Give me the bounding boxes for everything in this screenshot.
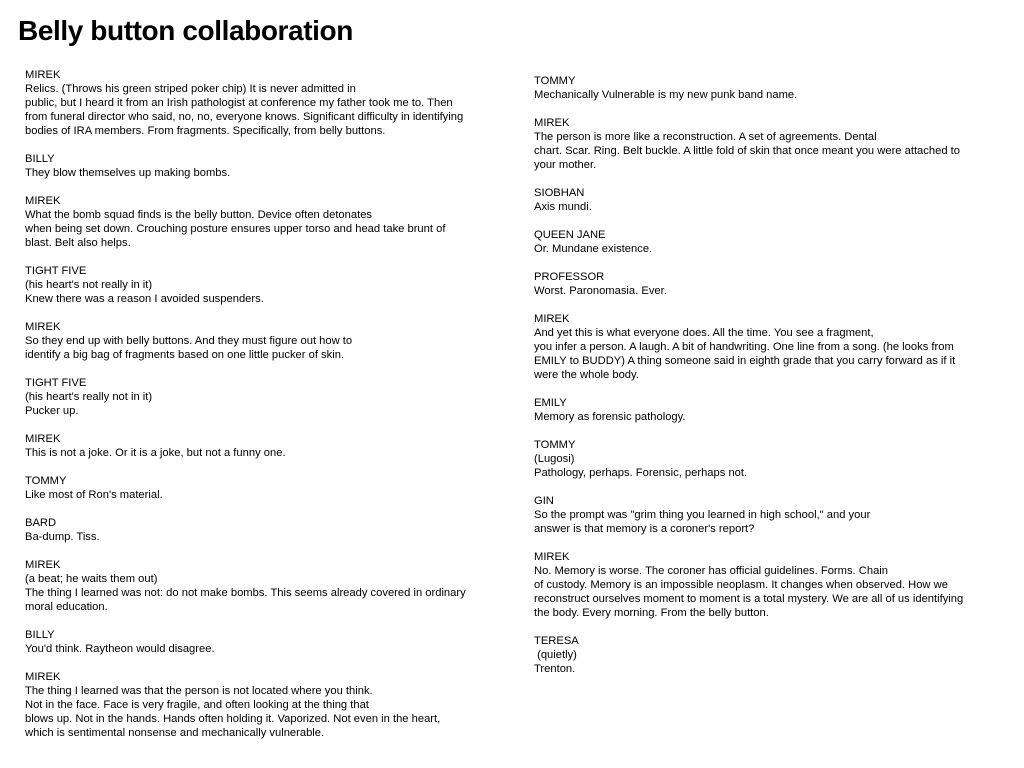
speaker-name: MIREK [534, 313, 570, 325]
dialogue-block [25, 558, 503, 614]
speaker-name: TIGHT FIVE [25, 265, 87, 277]
speaker-name: MIREK [25, 433, 61, 445]
speaker-name: BILLY [25, 153, 55, 165]
speaker-name: BARD [25, 517, 57, 529]
speaker-name: MIREK [534, 551, 570, 563]
dialogue-line: were the whole body. [534, 369, 639, 381]
speaker-name: BILLY [25, 629, 55, 641]
dialogue-line: the body. Every morning. From the belly button. [534, 607, 769, 619]
speaker-name: GIN [534, 495, 554, 507]
dialogue-line: blast. Belt also helps. [25, 237, 131, 249]
dialogue-block [25, 264, 503, 306]
dialogue-line: Pathology, perhaps. Forensic, perhaps not. [534, 467, 748, 479]
dialogue-line: And yet this is what everyone does. All the time. You see a fragment, [534, 327, 874, 339]
dialogue-block [534, 438, 999, 480]
dialogue-line: The person is more like a reconstruction. A set of agreements. Dental [534, 131, 877, 143]
dialogue-block [534, 74, 999, 102]
speaker-name: MIREK [25, 321, 61, 333]
dialogue-line: Like most of Ron's material. [25, 489, 163, 501]
page-title: Belly button collaboration [18, 15, 353, 46]
speaker-name: TERESA [534, 635, 579, 647]
dialogue-line: The thing I learned was that the person is not located where you think. [25, 685, 373, 697]
speaker-name: MIREK [25, 69, 61, 81]
speaker-name: MIREK [25, 195, 61, 207]
dialogue-line: from funeral director who said, no, no, everyone knows. Significant difficulty in identifying [25, 111, 464, 123]
speaker-name: TIGHT FIVE [25, 377, 87, 389]
dialogue-line: You'd think. Raytheon would disagree. [25, 643, 215, 655]
speaker-name: MIREK [534, 117, 570, 129]
speaker-name: MIREK [25, 671, 61, 683]
speaker-name: MIREK [25, 559, 61, 571]
speaker-name: TOMMY [534, 439, 576, 451]
dialogue-block [25, 376, 503, 418]
speaker-name: SIOBHAN [534, 187, 585, 199]
dialogue-line: They blow themselves up making bombs. [25, 167, 231, 179]
dialogue-line: So the prompt was "grim thing you learned in high school," and your [534, 509, 871, 521]
dialogue-line: identify a big bag of fragments based on one little pucker of skin. [25, 349, 345, 361]
dialogue-block [534, 270, 999, 298]
dialogue-line: So they end up with belly buttons. And they must figure out how to [25, 335, 353, 347]
dialogue-block [534, 494, 999, 536]
dialogue-block [534, 634, 999, 676]
dialogue-block [25, 670, 503, 740]
dialogue-line: of custody. Memory is an impossible neoplasm. It changes when observed. How we [534, 579, 948, 591]
dialogue-line: What the bomb squad finds is the belly button. Device often detonates [25, 209, 373, 221]
dialogue-line: EMILY to BUDDY) A thing someone said in eighth grade that you carry forward as if it [534, 355, 956, 367]
dialogue-block [25, 516, 503, 544]
dialogue-block [534, 228, 999, 256]
dialogue-line: public, but I heard it from an Irish pathologist at conference my father took me to. Then [25, 97, 453, 109]
dialogue-block [25, 320, 503, 362]
speaker-name: TOMMY [534, 75, 576, 87]
dialogue-line: moral education. [25, 601, 108, 613]
dialogue-line: No. Memory is worse. The coroner has official guidelines. Forms. Chain [534, 565, 889, 577]
dialogue-line: (Lugosi) [534, 453, 575, 465]
dialogue-block [534, 186, 999, 214]
dialogue-line: Trenton. [534, 663, 576, 675]
dialogue-block [25, 628, 503, 656]
dialogue-line: bodies of IRA members. From fragments. Specifically, from belly buttons. [25, 125, 386, 137]
dialogue-line: Not in the face. Face is very fragile, and often looking at the thing that [25, 699, 369, 711]
dialogue-line: This is not a joke. Or it is a joke, but not a funny one. [25, 447, 286, 459]
dialogue-line: (a beat; he waits them out) [25, 573, 158, 585]
dialogue-line: (his heart's really not in it) [25, 391, 153, 403]
dialogue-line: (quietly) [534, 649, 577, 661]
dialogue-line: you infer a person. A laugh. A bit of handwriting. One line from a song. (he looks from [534, 341, 954, 353]
dialogue-line: which is sentimental nonsense and mechanically vulnerable. [25, 727, 325, 739]
dialogue-line: Or. Mundane existence. [534, 243, 653, 255]
dialogue-block [534, 396, 999, 424]
speaker-name: TOMMY [25, 475, 67, 487]
dialogue-block [534, 550, 999, 620]
dialogue-line: Memory as forensic pathology. [534, 411, 686, 423]
dialogue-line: Worst. Paronomasia. Ever. [534, 285, 667, 297]
dialogue-block [25, 432, 503, 460]
dialogue-line: (his heart's not really in it) [25, 279, 153, 291]
dialogue-line: Ba-dump. Tiss. [25, 531, 100, 543]
dialogue-line: Mechanically Vulnerable is my new punk band name. [534, 89, 798, 101]
dialogue-line: Relics. (Throws his green striped poker chip) It is never admitted in [25, 83, 356, 95]
dialogue-block [25, 474, 503, 502]
speaker-name: PROFESSOR [534, 271, 605, 283]
left-column [25, 68, 503, 754]
dialogue-line: Knew there was a reason I avoided suspenders. [25, 293, 264, 305]
dialogue-block [534, 312, 999, 382]
dialogue-line: Pucker up. [25, 405, 79, 417]
dialogue-block [534, 116, 999, 172]
dialogue-line: when being set down. Crouching posture ensures upper torso and head take brunt of [25, 223, 446, 235]
speaker-name: EMILY [534, 397, 567, 409]
dialogue-block [25, 68, 503, 138]
right-column [534, 74, 999, 690]
dialogue-line: reconstruct ourselves moment to moment is a total mystery. We are all of us identifying [534, 593, 964, 605]
dialogue-line: Axis mundi. [534, 201, 592, 213]
dialogue-block [25, 194, 503, 250]
dialogue-line: The thing I learned was not: do not make bombs. This seems already covered in ordinary [25, 587, 466, 599]
dialogue-line: your mother. [534, 159, 597, 171]
dialogue-line: blows up. Not in the hands. Hands often holding it. Vaporized. Not even in the heart, [25, 713, 441, 725]
speaker-name: QUEEN JANE [534, 229, 606, 241]
dialogue-line: chart. Scar. Ring. Belt buckle. A little fold of skin that once meant you were attached to [534, 145, 960, 157]
dialogue-line: answer is that memory is a coroner's report? [534, 523, 755, 535]
dialogue-block [25, 152, 503, 180]
